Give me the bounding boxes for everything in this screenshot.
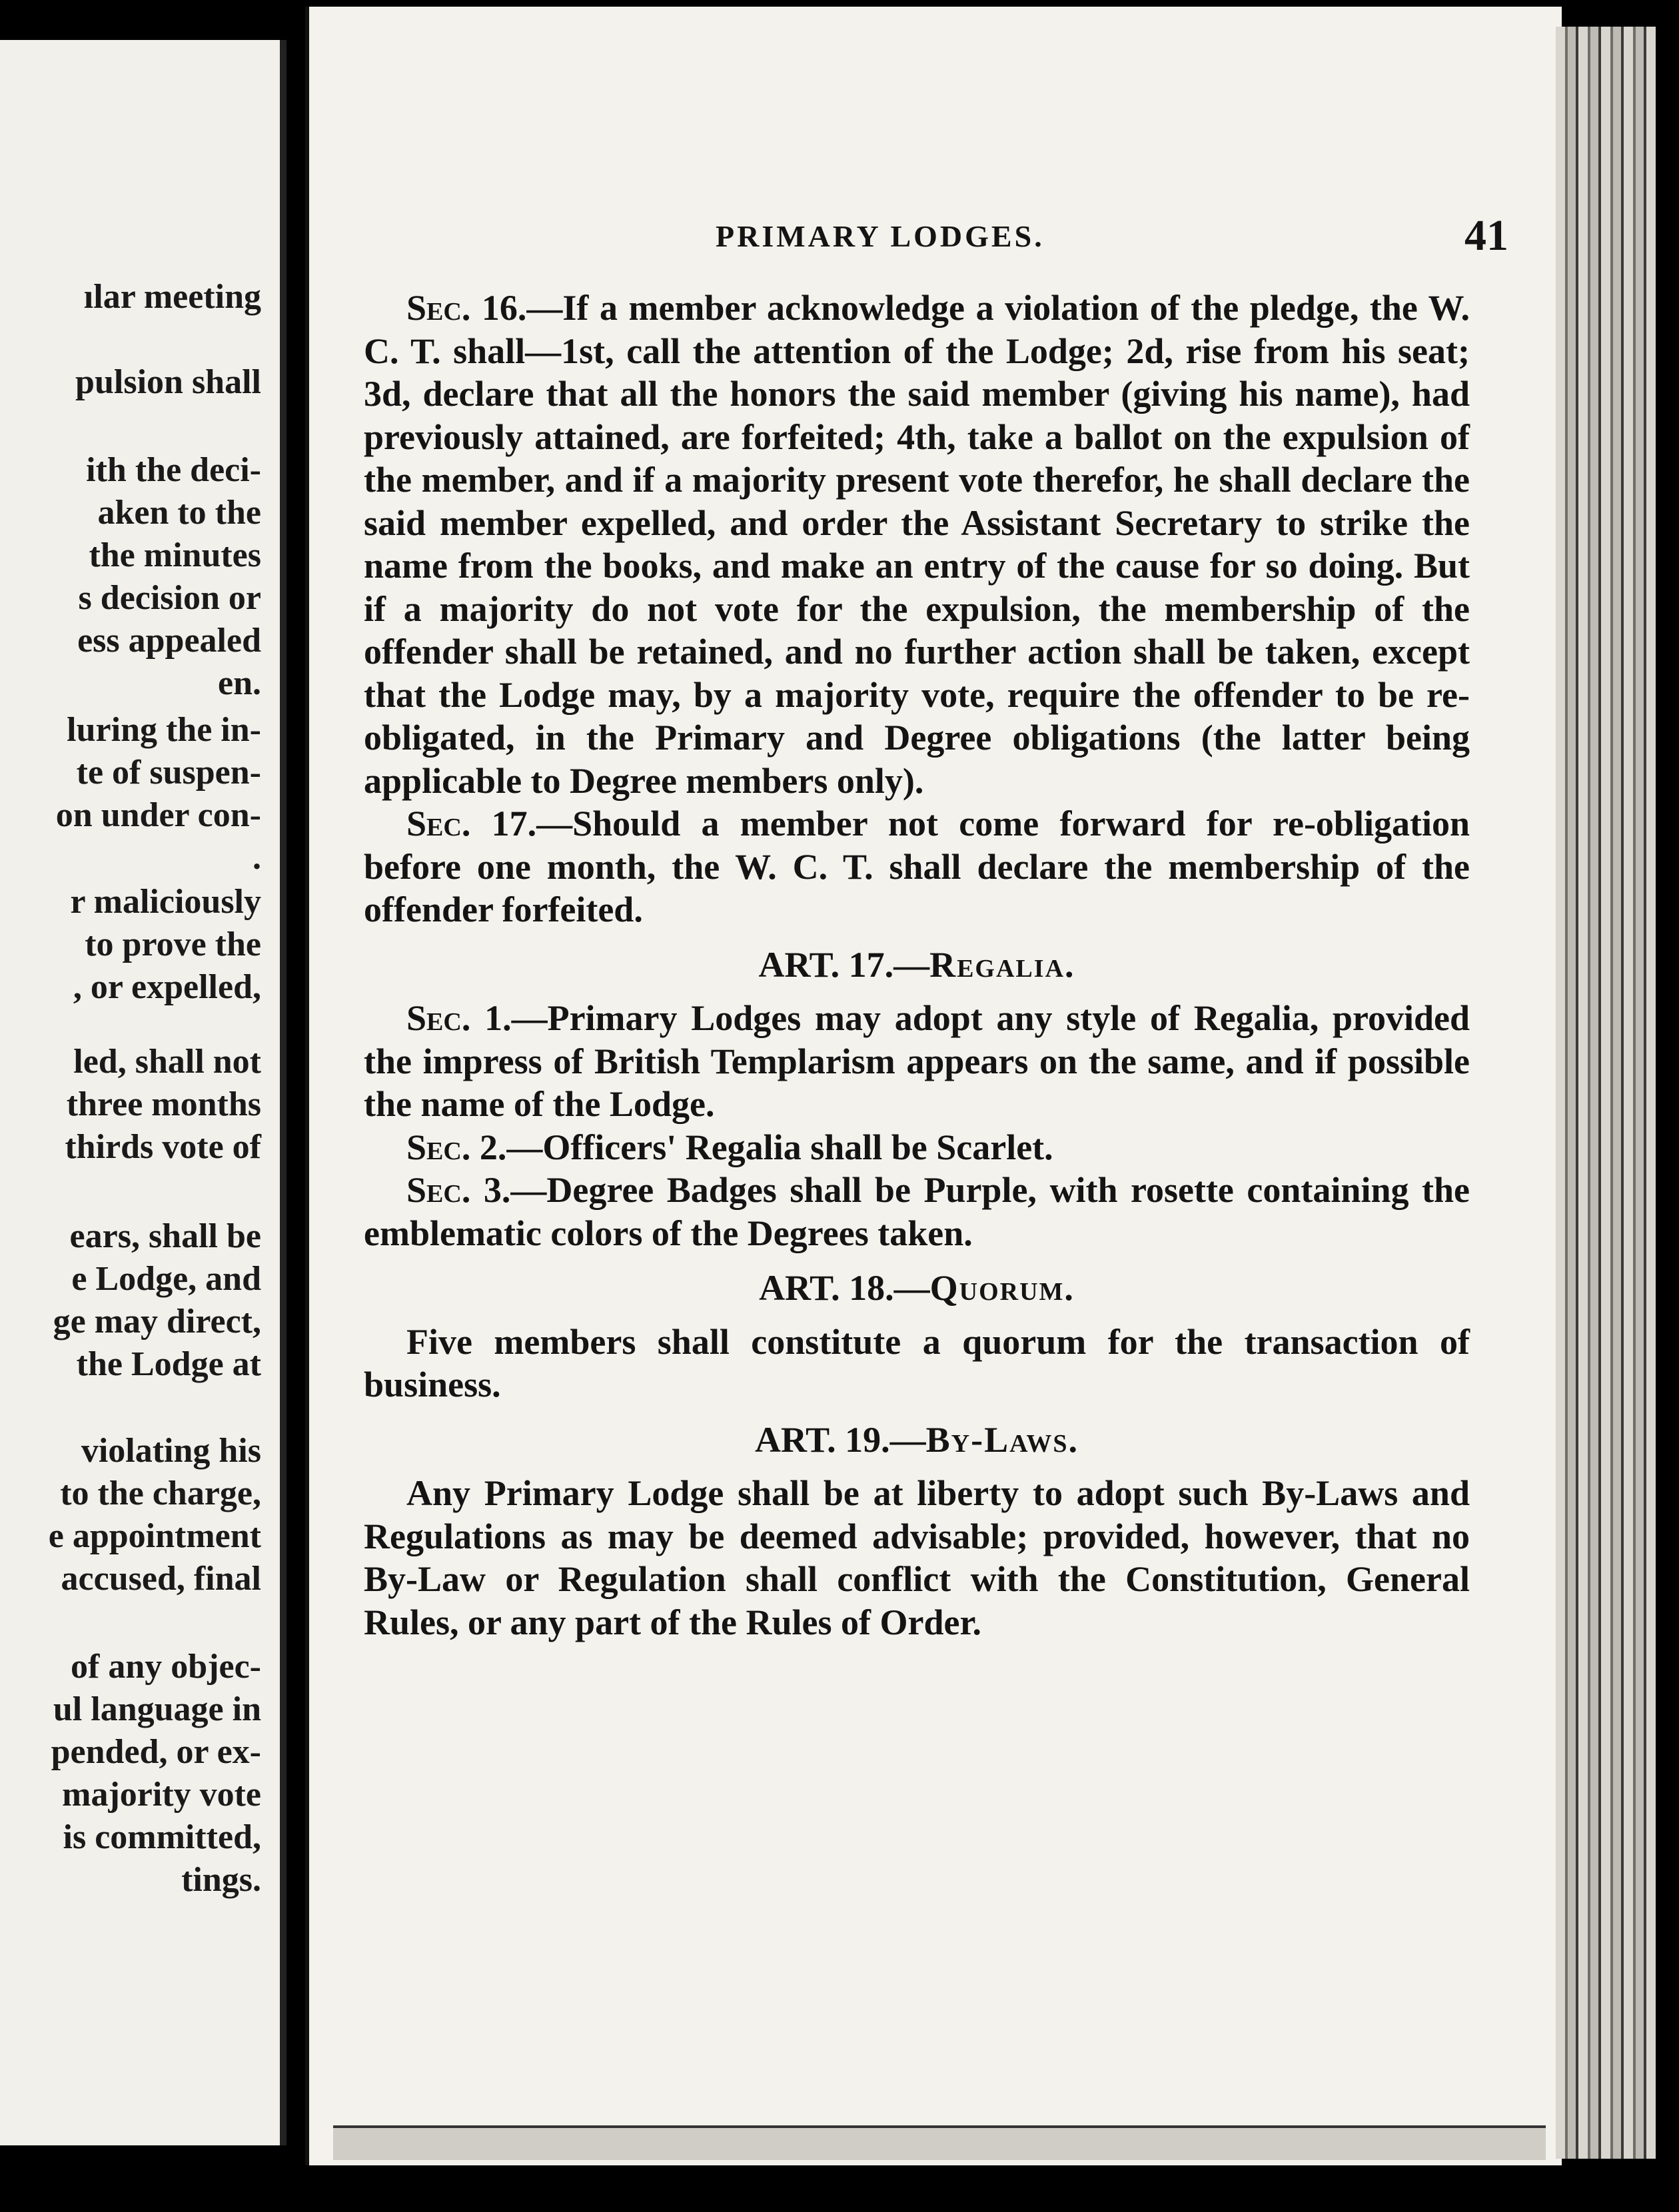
right-page [305,7,1562,2165]
left-page-line: r maliciously [70,883,261,921]
left-page-line: the minutes [89,536,261,574]
section-label: Sec. 17. [406,804,537,843]
article-number: ART. 18.— [759,1268,930,1308]
left-page-line: violating his [81,1432,261,1470]
left-page-line: pended, or ex- [51,1733,261,1771]
section-text: —Should a member not come forward for re-obligation before one month, the W. C. T. shall declare the membership of the offender forfeited. [364,804,1470,929]
article-number: ART. 17.— [758,944,930,985]
left-page-line: on under con- [55,796,261,834]
article-number: ART. 19.— [755,1419,926,1460]
left-page-line: to the charge, [60,1474,261,1512]
section-text: —Degree Badges shall be Purple, with rosette containing the emblematic colors of the Degrees taken. [364,1170,1470,1253]
left-page-line: aken to the [97,494,261,532]
left-page-line: en. [218,664,261,702]
left-page-line: accused, final [61,1560,261,1598]
book-bottom-edge [333,2125,1546,2160]
left-page-line: e Lodge, and [71,1260,261,1298]
section-label: Sec. 3. [406,1170,511,1210]
left-facing-page [0,40,286,2145]
left-page-line: e appointment [48,1517,261,1555]
left-page-line: of any objec- [71,1648,261,1686]
left-page-line: the Lodge at [76,1345,261,1383]
article-title: Regalia. [929,944,1075,985]
left-page-line: three months [66,1085,261,1123]
left-page-line: s decision or [78,579,261,617]
left-page-line: ılar meeting [83,278,261,316]
left-page-line: ge may direct, [53,1303,261,1341]
left-page-line: ith the deci- [86,451,261,489]
section-text: —Officers' Regalia shall be Scarlet. [506,1127,1053,1167]
left-page-line: te of suspen- [76,754,261,792]
left-page-line: tings. [181,1861,261,1899]
left-page-line: thirds vote of [65,1128,261,1166]
left-page-line: ul language in [53,1690,261,1728]
body-text [364,286,1470,1644]
left-page-line: . [253,839,261,877]
section-paragraph [364,286,1470,802]
running-head: PRIMARY LODGES. [716,219,1045,253]
article-heading [364,943,1470,987]
section-paragraph [364,1321,1470,1406]
section-paragraph [364,1126,1470,1169]
left-page-line: led, shall not [73,1043,261,1081]
page-edges [1556,27,1656,2159]
section-paragraph [364,1472,1470,1644]
page-number: 41 [1464,211,1508,260]
left-page-line: pulsion shall [75,363,261,401]
left-page-line: is committed, [63,1818,261,1856]
left-page-line: majority vote [62,1776,261,1814]
section-label: Sec. 16. [406,288,527,328]
article-title: By-Laws. [925,1419,1079,1460]
left-page-line: ears, shall be [69,1217,261,1255]
article-title: Quorum. [929,1268,1075,1308]
section-text: Five members shall constitute a quorum for the transaction of business. [364,1321,1470,1404]
page-header [309,211,1562,272]
section-paragraph [364,1169,1470,1255]
section-label: Sec. 2. [406,1127,507,1167]
section-text: —If a member acknowledge a violation of the pledge, the W. C. T. shall—1st, call the attention of the Lodge; 2d, rise from his seat; 3d, declare that all the honors the said member (giving his name), had previously attained, are forfeited; 4th, take a ballot on the expulsion of the member, and if a majority present vote therefor, he shall declare the said member expelled, and order the Assistant Secretary to strike the name from the books, and make an entry of the cause for so doing. But if a majority do not vote for the expulsion, the membership of the offender shall be retained, and no further action shall be taken, except that the Lodge may, by a majority vote, require the offender to be re-obligated, in the Primary and Degree obligations (the latter being applicable to Degree members only). [364,288,1470,801]
section-text: Any Primary Lodge shall be at liberty to adopt such By-Laws and Regulations as may be deemed advisable; provided, however, that no By-Law or Regulation shall conflict with the Constitution, General Rules, or any part of the Rules of Order. [364,1473,1470,1642]
section-paragraph [364,997,1470,1126]
section-label: Sec. 1. [406,998,512,1038]
section-paragraph [364,802,1470,931]
article-heading [364,1418,1470,1462]
left-page-line: to prove the [85,925,261,963]
left-page-line: luring the in- [67,711,261,749]
section-text: —Primary Lodges may adopt any style of Regalia, provided the impress of British Templarism appears on the same, and if possible the name of the Lodge. [364,998,1470,1124]
left-page-line: ess appealed [77,622,261,660]
left-page-line: , or expelled, [73,968,261,1006]
article-heading [364,1267,1470,1310]
